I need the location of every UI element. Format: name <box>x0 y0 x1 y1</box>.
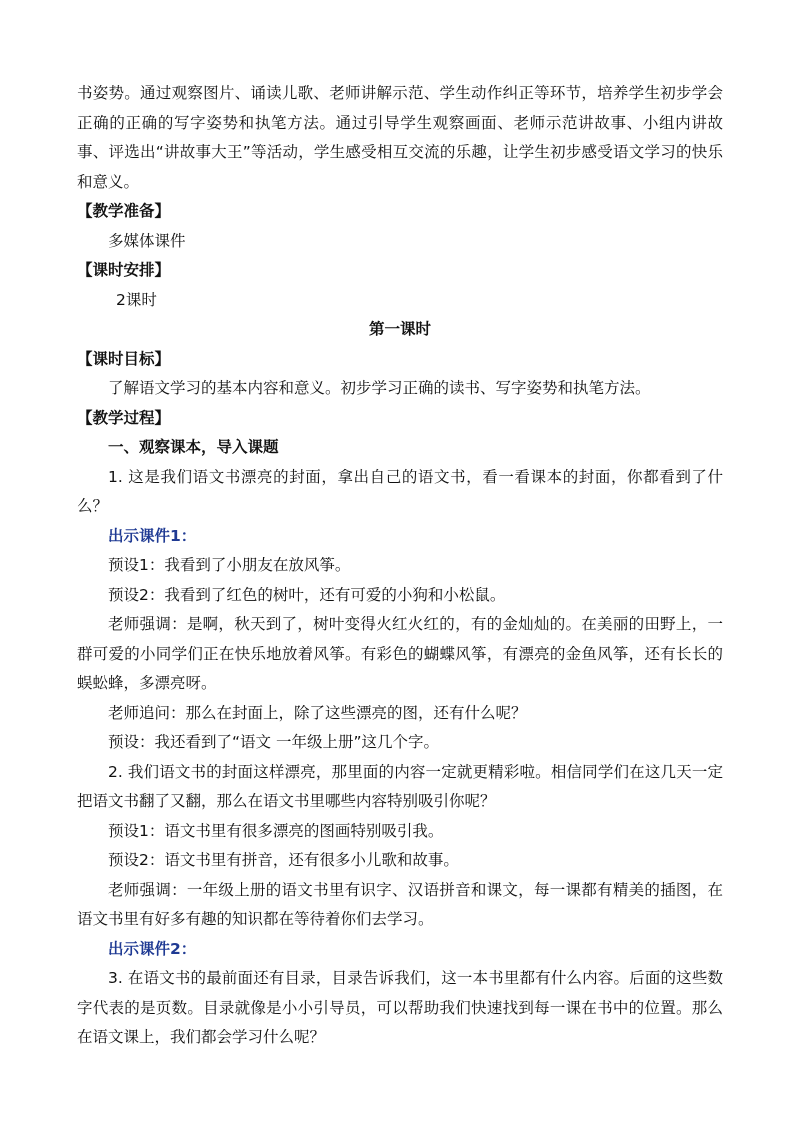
section-heading-teaching-process: 【教学过程】 <box>77 408 171 427</box>
courseware-label-2: 出示课件2： <box>108 939 197 958</box>
preset-answer-3: 预设：我还看到了“语文 一年级上册”这几个字。 <box>108 733 439 751</box>
section-heading-lesson-goals: 【课时目标】 <box>77 349 171 368</box>
lesson-title: 第一课时 <box>368 320 431 338</box>
question-1: 1. 这是我们语文书漂亮的封面，拿出自己的语文书，看一看课本的封面，你都看到了什么？ <box>77 467 723 515</box>
preset-answer-4: 预设1：语文书里有很多漂亮的图画特别吸引我。 <box>108 821 444 840</box>
preset-answer-5: 预设2：语文书里有拼音，还有很多小儿歌和故事。 <box>108 851 459 869</box>
schedule-text: 2课时 <box>116 290 157 309</box>
lesson-goals-text: 了解语文学习的基本内容和意义。初步学习正确的读书、写字姿势和执笔方法。 <box>108 379 651 397</box>
teacher-emphasis-1: 老师强调：是啊，秋天到了，树叶变得火红火红的，有的金灿灿的。在美丽的田野上，一群可爱的小同学们正在快乐地放着风筝。有彩色的蝴蝶风筝，有漂亮的金鱼风筝，还有长长的蜈蚣蜂，多漂亮呀。 <box>77 615 723 692</box>
document-body <box>77 79 723 1053</box>
step-heading-1: 一、观察课本，导入课题 <box>108 438 279 456</box>
question-3: 3. 在语文书的最前面还有目录，目录告诉我们，这一本书里都有什么内容。后面的这些数字代表的是页数。目录就像是小小引导员，可以帮助我们快速找到每一课在书中的位置。那么在语文课上，我们都会学习什么呢？ <box>77 969 723 1046</box>
courseware-label-1: 出示课件1： <box>108 526 197 545</box>
teacher-followup: 老师追问：那么在封面上，除了这些漂亮的图，还有什么呢？ <box>108 703 527 722</box>
preset-answer-1: 预设1：我看到了小朋友在放风筝。 <box>108 556 351 574</box>
section-heading-teaching-prep: 【教学准备】 <box>77 202 171 220</box>
preset-answer-2: 预设2：我看到了红色的树叶，还有可爱的小狗和小松鼠。 <box>108 585 506 604</box>
intro-paragraph: 书姿势。通过观察图片、诵读儿歌、老师讲解示范、学生动作纠正等环节，培养学生初步学会正确的正确的写字姿势和执笔方法。通过引导学生观察画面、老师示范讲故事、小组内讲故事、评选出“讲故事大王”等活动，学生感受相互交流的乐趣，让学生初步感受语文学习的快乐和意义。 <box>77 84 723 191</box>
teacher-emphasis-2: 老师强调：一年级上册的语文书里有识字、汉语拼音和课文，每一课都有精美的插图，在语文书里有好多有趣的知识都在等待着你们去学习。 <box>77 880 723 928</box>
teaching-prep-text: 多媒体课件 <box>108 231 186 250</box>
section-heading-schedule: 【课时安排】 <box>77 261 171 279</box>
question-2: 2. 我们语文书的封面这样漂亮，那里面的内容一定就更精彩啦。相信同学们在这几天一定把语文书翻了又翻，那么在语文书里哪些内容特别吸引你呢？ <box>77 762 723 810</box>
